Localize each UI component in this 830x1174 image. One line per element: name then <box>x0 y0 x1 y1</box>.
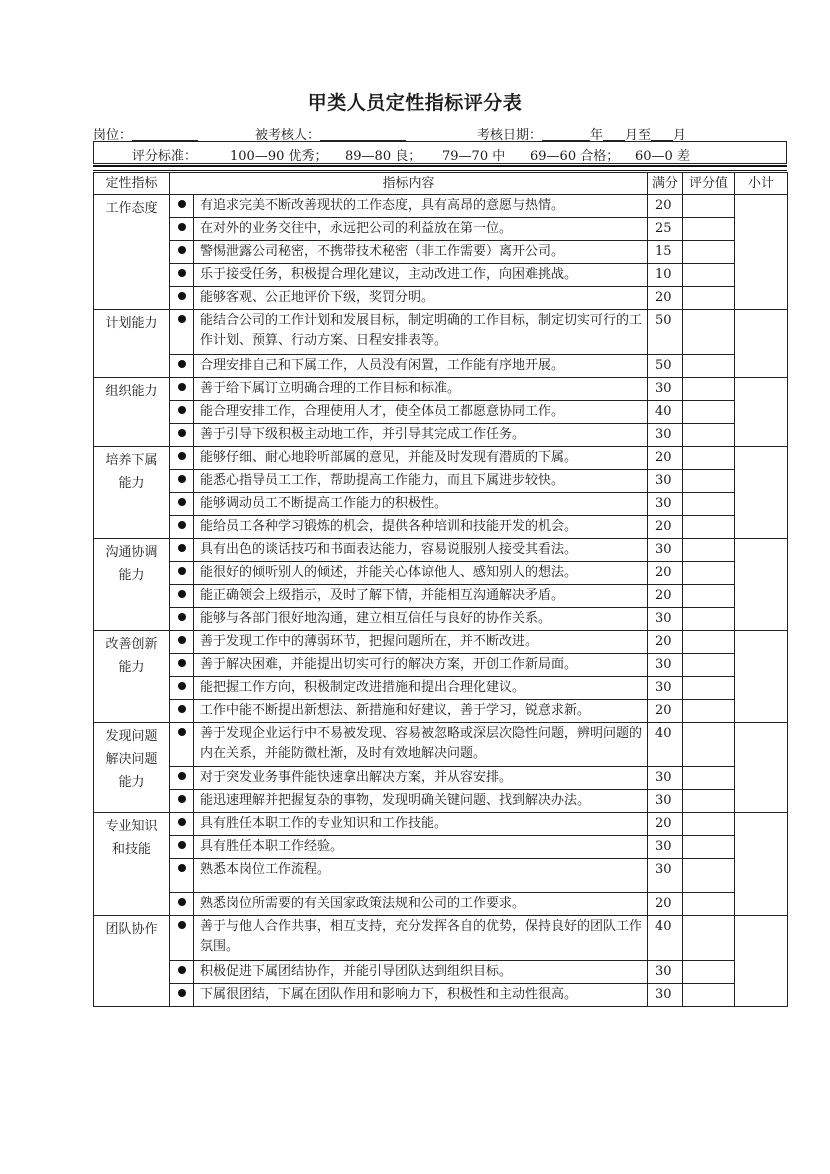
table-row <box>94 585 788 608</box>
score-input-cell[interactable] <box>683 893 735 916</box>
bullet-icon <box>178 246 186 254</box>
table-row <box>94 378 788 401</box>
table-row <box>94 401 788 424</box>
score-input-cell[interactable] <box>683 355 735 378</box>
bullet-icon <box>178 989 186 997</box>
category-cell: 沟通协调 能力 <box>94 539 170 631</box>
bullet-icon <box>178 590 186 598</box>
bullet-icon <box>178 728 186 736</box>
bullet-icon <box>178 406 186 414</box>
full-score-cell: 30 <box>648 961 683 984</box>
bullet-cell <box>170 836 194 859</box>
table-row <box>94 218 788 241</box>
header-category: 定性指标 <box>94 173 170 195</box>
table-row <box>94 984 788 1007</box>
score-input-cell[interactable] <box>683 493 735 516</box>
bullet-cell <box>170 539 194 562</box>
bullet-cell <box>170 447 194 470</box>
month-end-blank[interactable] <box>651 127 673 141</box>
bullet-cell <box>170 310 194 355</box>
full-score-cell: 20 <box>648 447 683 470</box>
subtotal-cell[interactable] <box>735 447 788 539</box>
table-row <box>94 264 788 287</box>
category-cell: 发现问题 解决问题 能力 <box>94 723 170 813</box>
full-score-cell: 30 <box>648 470 683 493</box>
assessee-blank[interactable] <box>320 127 406 141</box>
indicator-content: 下属很团结，下属在团队作用和影响力下，积极性和主动性很高。 <box>194 984 648 1007</box>
indicator-content: 善于引导下级积极主动地工作，并引导其完成工作任务。 <box>194 424 648 447</box>
bullet-cell <box>170 516 194 539</box>
indicator-content: 能合理安排工作，合理使用人才，使全体员工都愿意协同工作。 <box>194 401 648 424</box>
full-score-cell: 30 <box>648 378 683 401</box>
subtotal-cell[interactable] <box>735 916 788 1007</box>
full-score-cell: 50 <box>648 355 683 378</box>
indicator-content: 能够仔细、耐心地聆听部属的意见，并能及时发现有潜质的下属。 <box>194 447 648 470</box>
indicator-content: 熟悉本岗位工作流程。 <box>194 859 648 893</box>
full-score-cell: 30 <box>648 859 683 893</box>
page-title: 甲类人员定性指标评分表 <box>307 92 523 114</box>
category-cell: 专业知识 和技能 <box>94 813 170 916</box>
bullet-icon <box>178 705 186 713</box>
indicator-content: 能给员工各种学习锻炼的机会，提供各种培训和技能开发的机会。 <box>194 516 648 539</box>
table-row <box>94 608 788 631</box>
full-score-cell: 20 <box>648 631 683 654</box>
full-score-cell: 30 <box>648 767 683 790</box>
bullet-icon <box>178 864 186 872</box>
bullet-cell <box>170 859 194 893</box>
header-fields <box>93 124 787 142</box>
category-cell: 工作态度 <box>94 195 170 310</box>
indicator-content: 能悉心指导员工工作，帮助提高工作能力，而且下属进步较快。 <box>194 470 648 493</box>
bullet-cell <box>170 916 194 961</box>
full-score-cell: 25 <box>648 218 683 241</box>
indicator-content: 能把握工作方向，积极制定改进措施和提出合理化建议。 <box>194 677 648 700</box>
table-row <box>94 700 788 723</box>
score-input-cell[interactable] <box>683 264 735 287</box>
score-input-cell[interactable] <box>683 424 735 447</box>
bullet-cell <box>170 961 194 984</box>
table-row <box>94 539 788 562</box>
indicator-content: 积极促进下属团结协作，并能引导团队达到组织目标。 <box>194 961 648 984</box>
score-input-cell[interactable] <box>683 767 735 790</box>
full-score-cell: 30 <box>648 493 683 516</box>
bullet-cell <box>170 767 194 790</box>
bullet-icon <box>178 544 186 552</box>
indicator-content: 乐于接受任务，积极提合理化建议，主动改进工作，向困难挑战。 <box>194 264 648 287</box>
indicator-content: 能迅速理解并把握复杂的事物，发现明确关键问题、找到解决办法。 <box>194 790 648 813</box>
bullet-cell <box>170 654 194 677</box>
bullet-icon <box>178 223 186 231</box>
table-row <box>94 723 788 767</box>
table-row <box>94 470 788 493</box>
table-row <box>94 447 788 470</box>
subtotal-cell[interactable] <box>735 723 788 813</box>
bullet-cell <box>170 355 194 378</box>
table-row <box>94 767 788 790</box>
date-field: 考核日期： 年 月至 月 <box>477 128 687 143</box>
bullet-cell <box>170 241 194 264</box>
score-input-cell[interactable] <box>683 218 735 241</box>
post-field: 岗位： <box>93 124 198 143</box>
bullet-cell <box>170 608 194 631</box>
bullet-cell <box>170 195 194 218</box>
bullet-icon <box>178 659 186 667</box>
full-score-cell: 20 <box>648 287 683 310</box>
full-score-cell: 20 <box>648 195 683 218</box>
score-input-cell[interactable] <box>683 916 735 961</box>
full-score-cell: 30 <box>648 424 683 447</box>
bullet-cell <box>170 264 194 287</box>
score-input-cell[interactable] <box>683 516 735 539</box>
bullet-cell <box>170 470 194 493</box>
table-row <box>94 961 788 984</box>
full-score-cell: 20 <box>648 813 683 836</box>
header-subtotal: 小计 <box>735 173 788 195</box>
indicator-content: 具有胜任本职工作的专业知识和工作技能。 <box>194 813 648 836</box>
score-input-cell[interactable] <box>683 700 735 723</box>
table-row <box>94 893 788 916</box>
scoring-standard: 评分标准： 100—90 优秀； 89—80 良； 79—70 中 69—60 合格； 60—0 差 <box>93 141 787 164</box>
indicator-content: 具有胜任本职工作经验。 <box>194 836 648 859</box>
category-cell: 培养下属 能力 <box>94 447 170 539</box>
bullet-icon <box>178 292 186 300</box>
score-table <box>93 172 788 1007</box>
bullet-cell <box>170 700 194 723</box>
bullet-cell <box>170 424 194 447</box>
score-input-cell[interactable] <box>683 859 735 893</box>
score-input-cell[interactable] <box>683 677 735 700</box>
indicator-content: 善于发现工作中的薄弱环节，把握问题所在，并不断改进。 <box>194 631 648 654</box>
bullet-cell <box>170 585 194 608</box>
score-input-cell[interactable] <box>683 813 735 836</box>
subtotal-cell[interactable] <box>735 631 788 723</box>
category-cell: 计划能力 <box>94 310 170 378</box>
bullet-icon <box>178 841 186 849</box>
indicator-content: 能够与各部门很好地沟通，建立相互信任与良好的协作关系。 <box>194 608 648 631</box>
table-row <box>94 631 788 654</box>
indicator-content: 能很好的倾听别人的倾述，并能关心体谅他人、感知别人的想法。 <box>194 562 648 585</box>
indicator-content: 合理安排自己和下属工作，人员没有闲置，工作能有序地开展。 <box>194 355 648 378</box>
header-full-score: 满分 <box>648 173 683 195</box>
full-score-cell: 20 <box>648 700 683 723</box>
score-input-cell[interactable] <box>683 562 735 585</box>
bullet-icon <box>178 475 186 483</box>
score-input-cell[interactable] <box>683 470 735 493</box>
score-input-cell[interactable] <box>683 723 735 767</box>
full-score-cell: 40 <box>648 916 683 961</box>
indicator-content: 善于与他人合作共事，相互支持，充分发挥各自的优势，保持良好的团队工作氛围。 <box>194 916 648 961</box>
standard-good: 89—80 良； <box>345 149 422 164</box>
bullet-icon <box>178 682 186 690</box>
full-score-cell: 20 <box>648 516 683 539</box>
bullet-icon <box>178 429 186 437</box>
bullet-cell <box>170 401 194 424</box>
assessee-field: 被考核人： <box>255 124 406 143</box>
indicator-content: 善于给下属订立明确合理的工作目标和标准。 <box>194 378 648 401</box>
score-input-cell[interactable] <box>683 790 735 813</box>
table-row <box>94 355 788 378</box>
table-row <box>94 916 788 961</box>
category-cell: 改善创新 能力 <box>94 631 170 723</box>
month-start-blank[interactable] <box>603 127 625 141</box>
full-score-cell: 30 <box>648 836 683 859</box>
table-row <box>94 424 788 447</box>
table-row <box>94 287 788 310</box>
score-input-cell[interactable] <box>683 378 735 401</box>
bullet-icon <box>178 966 186 974</box>
table-row <box>94 859 788 893</box>
score-input-cell[interactable] <box>683 654 735 677</box>
indicator-content: 对于突发业务事件能快速拿出解决方案，并从容安排。 <box>194 767 648 790</box>
table-row <box>94 836 788 859</box>
category-cell: 组织能力 <box>94 378 170 447</box>
bullet-icon <box>178 921 186 929</box>
bullet-cell <box>170 984 194 1007</box>
bullet-icon <box>178 521 186 529</box>
indicator-content: 警惕泄露公司秘密，不携带技术秘密（非工作需要）离开公司。 <box>194 241 648 264</box>
indicator-content: 能结合公司的工作计划和发展目标，制定明确的工作目标，制定切实可行的工作计划、预算、行动方案、日程安排表等。 <box>194 310 648 355</box>
bullet-icon <box>178 636 186 644</box>
full-score-cell: 50 <box>648 310 683 355</box>
score-input-cell[interactable] <box>683 447 735 470</box>
score-input-cell[interactable] <box>683 631 735 654</box>
score-input-cell[interactable] <box>683 195 735 218</box>
score-input-cell[interactable] <box>683 287 735 310</box>
standard-medium: 79—70 中 <box>442 149 506 164</box>
full-score-cell: 20 <box>648 893 683 916</box>
bullet-icon <box>178 818 186 826</box>
indicator-content: 善于解决困难，并能提出切实可行的解决方案，开创工作新局面。 <box>194 654 648 677</box>
table-row <box>94 516 788 539</box>
bullet-icon <box>178 613 186 621</box>
subtotal-cell[interactable] <box>735 310 788 378</box>
header-content: 指标内容 <box>170 173 648 195</box>
table-header-row <box>94 173 788 195</box>
double-divider <box>93 165 787 171</box>
indicator-content: 能够调动员工不断提高工作能力的积极性。 <box>194 493 648 516</box>
score-input-cell[interactable] <box>683 585 735 608</box>
bullet-cell <box>170 493 194 516</box>
subtotal-cell[interactable] <box>735 813 788 916</box>
post-blank[interactable] <box>132 127 198 141</box>
bullet-icon <box>178 498 186 506</box>
indicator-content: 在对外的业务交往中，永远把公司的利益放在第一位。 <box>194 218 648 241</box>
table-row <box>94 677 788 700</box>
full-score-cell: 30 <box>648 677 683 700</box>
full-score-cell: 15 <box>648 241 683 264</box>
subtotal-cell[interactable] <box>735 195 788 310</box>
bullet-icon <box>178 898 186 906</box>
table-row <box>94 195 788 218</box>
full-score-cell: 20 <box>648 585 683 608</box>
indicator-content: 能够客观、公正地评价下级，奖罚分明。 <box>194 287 648 310</box>
full-score-cell: 30 <box>648 654 683 677</box>
table-row <box>94 654 788 677</box>
score-input-cell[interactable] <box>683 961 735 984</box>
table-row <box>94 790 788 813</box>
full-score-cell: 20 <box>648 562 683 585</box>
full-score-cell: 40 <box>648 723 683 767</box>
bullet-cell <box>170 562 194 585</box>
bullet-icon <box>178 269 186 277</box>
indicator-content: 能正确领会上级指示，及时了解下情，并能相互沟通解决矛盾。 <box>194 585 648 608</box>
subtotal-cell[interactable] <box>735 378 788 447</box>
indicator-content: 工作中能不断提出新想法、新措施和好建议，善于学习，锐意求新。 <box>194 700 648 723</box>
full-score-cell: 30 <box>648 539 683 562</box>
bullet-icon <box>178 360 186 368</box>
full-score-cell: 30 <box>648 608 683 631</box>
table-row <box>94 310 788 355</box>
year-blank[interactable] <box>542 127 590 141</box>
indicator-content: 具有出色的谈话技巧和书面表达能力，容易说服别人接受其看法。 <box>194 539 648 562</box>
bullet-icon <box>178 795 186 803</box>
score-input-cell[interactable] <box>683 241 735 264</box>
standard-pass: 69—60 合格； <box>530 149 620 164</box>
full-score-cell: 10 <box>648 264 683 287</box>
bullet-cell <box>170 893 194 916</box>
bullet-icon <box>178 383 186 391</box>
subtotal-cell[interactable] <box>735 539 788 631</box>
bullet-cell <box>170 218 194 241</box>
bullet-icon <box>178 452 186 460</box>
score-input-cell[interactable] <box>683 608 735 631</box>
standard-excellent: 100—90 优秀； <box>230 149 328 164</box>
score-input-cell[interactable] <box>683 836 735 859</box>
bullet-cell <box>170 378 194 401</box>
score-input-cell[interactable] <box>683 310 735 355</box>
score-input-cell[interactable] <box>683 984 735 1007</box>
bullet-cell <box>170 790 194 813</box>
score-input-cell[interactable] <box>683 401 735 424</box>
bullet-icon <box>178 315 186 323</box>
indicator-content: 有追求完美不断改善现状的工作态度，具有高昂的意愿与热情。 <box>194 195 648 218</box>
full-score-cell: 40 <box>648 401 683 424</box>
full-score-cell: 30 <box>648 984 683 1007</box>
indicator-content: 善于发现企业运行中不易被发现、容易被忽略或深层次隐性问题，辨明问题的内在关系，并能防微杜渐，及时有效地解决问题。 <box>194 723 648 767</box>
full-score-cell: 30 <box>648 790 683 813</box>
indicator-content: 熟悉岗位所需要的有关国家政策法规和公司的工作要求。 <box>194 893 648 916</box>
table-row <box>94 562 788 585</box>
bullet-cell <box>170 677 194 700</box>
bullet-cell <box>170 631 194 654</box>
bullet-cell <box>170 723 194 767</box>
table-row <box>94 813 788 836</box>
header-score: 评分值 <box>683 173 735 195</box>
bullet-icon <box>178 200 186 208</box>
bullet-icon <box>178 567 186 575</box>
standard-poor: 60—0 差 <box>635 149 690 164</box>
table-row <box>94 493 788 516</box>
score-input-cell[interactable] <box>683 539 735 562</box>
bullet-icon <box>178 772 186 780</box>
table-row <box>94 241 788 264</box>
bullet-cell <box>170 813 194 836</box>
category-cell: 团队协作 <box>94 916 170 1007</box>
bullet-cell <box>170 287 194 310</box>
